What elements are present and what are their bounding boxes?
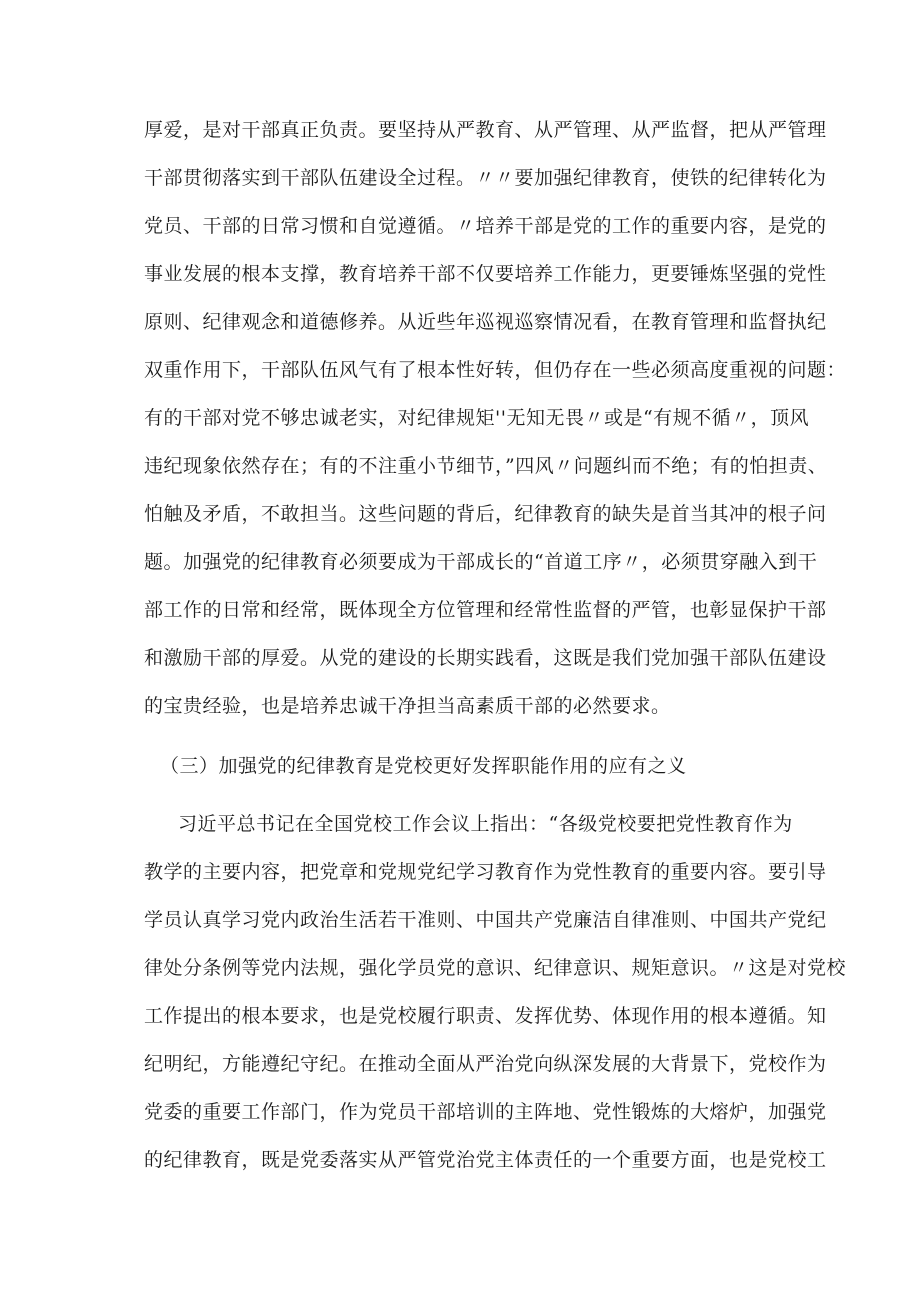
paragraph-1-line: 厚爱，是对干部真正负责。要坚持从严教育、从严管理、从严监督，把从严管理 bbox=[144, 119, 827, 141]
paragraph-1-line: 怕触及矛盾，不敢担当。这些问题的背后，纪律教育的缺失是首当其冲的根子问 bbox=[144, 503, 827, 525]
paragraph-2-line: 纪明纪，方能遵纪守纪。在推动全面从严治党向纵深发展的大背景下，党校作为 bbox=[144, 1053, 827, 1075]
paragraph-2-line: 学员认真学习党内政治生活若干准则、中国共产党廉洁自律准则、中国共产党纪 bbox=[144, 909, 827, 931]
paragraph-1-line: 违纪现象依然存在；有的不注重小节细节，”四风〃问题纠而不绝；有的怕担责、 bbox=[144, 455, 828, 477]
paragraph-1-line: 党员、干部的日常习惯和自觉遵循。〃培养干部是党的工作的重要内容，是党的 bbox=[144, 215, 827, 237]
paragraph-1-line: 有的干部对党不够忠诚老实，对纪律规矩''无知无畏〃或是“有规不循〃，顶风 bbox=[144, 407, 810, 429]
paragraph-1-line: 干部贯彻落实到干部队伍建设全过程。〃〃要加强纪律教育，使铁的纪律转化为 bbox=[144, 167, 827, 189]
paragraph-1-line: 双重作用下，干部队伍风气有了根本性好转，但仍存在一些必须高度重视的问题： bbox=[144, 359, 847, 381]
paragraph-2-line: 律处分条例等党内法规，强化学员党的意识、纪律意识、规矩意识。〃这是对党校 bbox=[144, 957, 847, 979]
paragraph-2-line: 工作提出的根本要求，也是党校履行职责、发挥优势、体现作用的根本遵循。知 bbox=[144, 1005, 827, 1027]
paragraph-2-line: 习近平总书记在全国党校工作会议上指出：“各级党校要把党性教育作为 bbox=[178, 813, 793, 835]
paragraph-1-line: 的宝贵经验，也是培养忠诚干净担当高素质干部的必然要求。 bbox=[144, 695, 671, 717]
section-heading: （三）加强党的纪律教育是党校更好发挥职能作用的应有之义 bbox=[160, 755, 687, 777]
paragraph-1-line: 原则、纪律观念和道德修养。从近些年巡视巡察情况看，在教育管理和监督执纪 bbox=[144, 311, 827, 333]
paragraph-2-line: 教学的主要内容，把党章和党规党纪学习教育作为党性教育的重要内容。要引导 bbox=[144, 861, 827, 883]
paragraph-1-line: 题。加强党的纪律教育必须要成为干部成长的“首道工序〃，必须贯穿融入到干 bbox=[144, 551, 818, 573]
paragraph-1-line: 部工作的日常和经常，既体现全方位管理和经常性监督的严管，也彰显保护干部 bbox=[144, 599, 827, 621]
paragraph-2-line: 党委的重要工作部门，作为党员干部培训的主阵地、党性锻炼的大熔炉，加强党 bbox=[144, 1101, 827, 1123]
paragraph-2-line: 的纪律教育，既是党委落实从严管党治党主体责任的一个重要方面，也是党校工 bbox=[144, 1149, 827, 1171]
paragraph-1-line: 和激励干部的厚爱。从党的建设的长期实践看，这既是我们党加强干部队伍建设 bbox=[144, 647, 827, 669]
paragraph-1-line: 事业发展的根本支撑，教育培养干部不仅要培养工作能力，更要锤炼坚强的党性 bbox=[144, 263, 827, 285]
